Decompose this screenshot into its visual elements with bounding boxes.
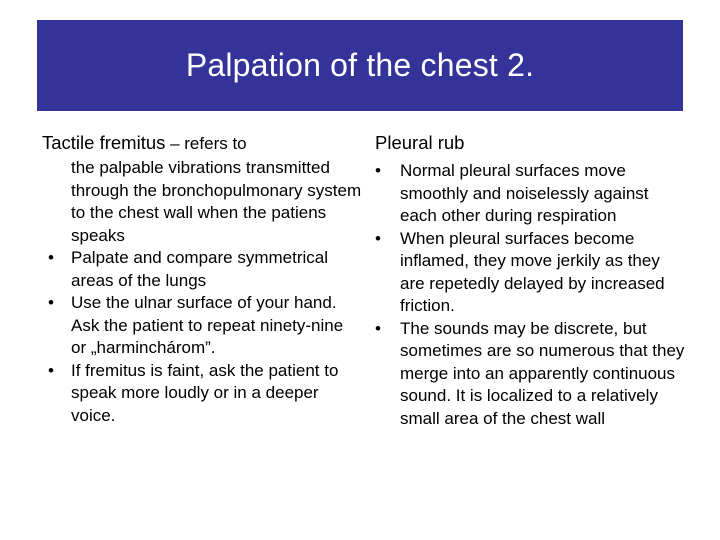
bullet-icon: • [48,293,54,312]
bullet-icon: • [48,248,54,267]
tactile-fremitus-definition: the palpable vibrations transmitted through the bronchopulmonary system to the chest wall when the patiens speaks [71,158,362,245]
tactile-fremitus-heading: Tactile fremitus [42,132,166,153]
list-item [42,292,362,360]
pleural-rub-heading: Pleural rub [375,132,465,153]
left-heading [42,130,362,157]
list-item-text: Palpate and compare symmetrical areas of the lungs [71,248,329,290]
list-item [375,228,685,318]
left-column [42,130,362,427]
list-item-text: Use the ulnar surface of your hand. Ask the patient to repeat ninety-nine or „harminchárom”. [71,293,344,357]
bullet-icon: • [48,360,54,380]
slide-title: Palpation of the chest 2. [185,47,535,83]
heading-suffix: – refers to [165,134,247,153]
bullet-icon: • [375,318,381,338]
left-bullet-list [42,247,362,427]
list-item-text: If fremitus is faint, ask the patient to speak more loudly or in a deeper voice. [71,360,339,425]
right-bullet-list [375,160,685,430]
list-item [42,247,362,292]
list-item-text: When pleural surfaces become inflamed, they move jerkily as they are repetedly delayed by increased friction. [400,228,665,315]
bullet-icon: • [375,161,381,180]
bullet-icon: • [375,228,381,248]
list-item-text: The sounds may be discrete, but sometimes are so numerous that they merge into an apparently continuous sound. It is localized to a relatively small area of the chest wall [400,318,685,428]
list-item-text: Normal pleural surfaces move smoothly and noiselessly against each other during respiration [400,161,649,225]
list-item [42,360,362,428]
title-bar [37,20,683,111]
list-item [375,160,685,228]
right-column [375,130,685,430]
list-item [375,318,685,431]
